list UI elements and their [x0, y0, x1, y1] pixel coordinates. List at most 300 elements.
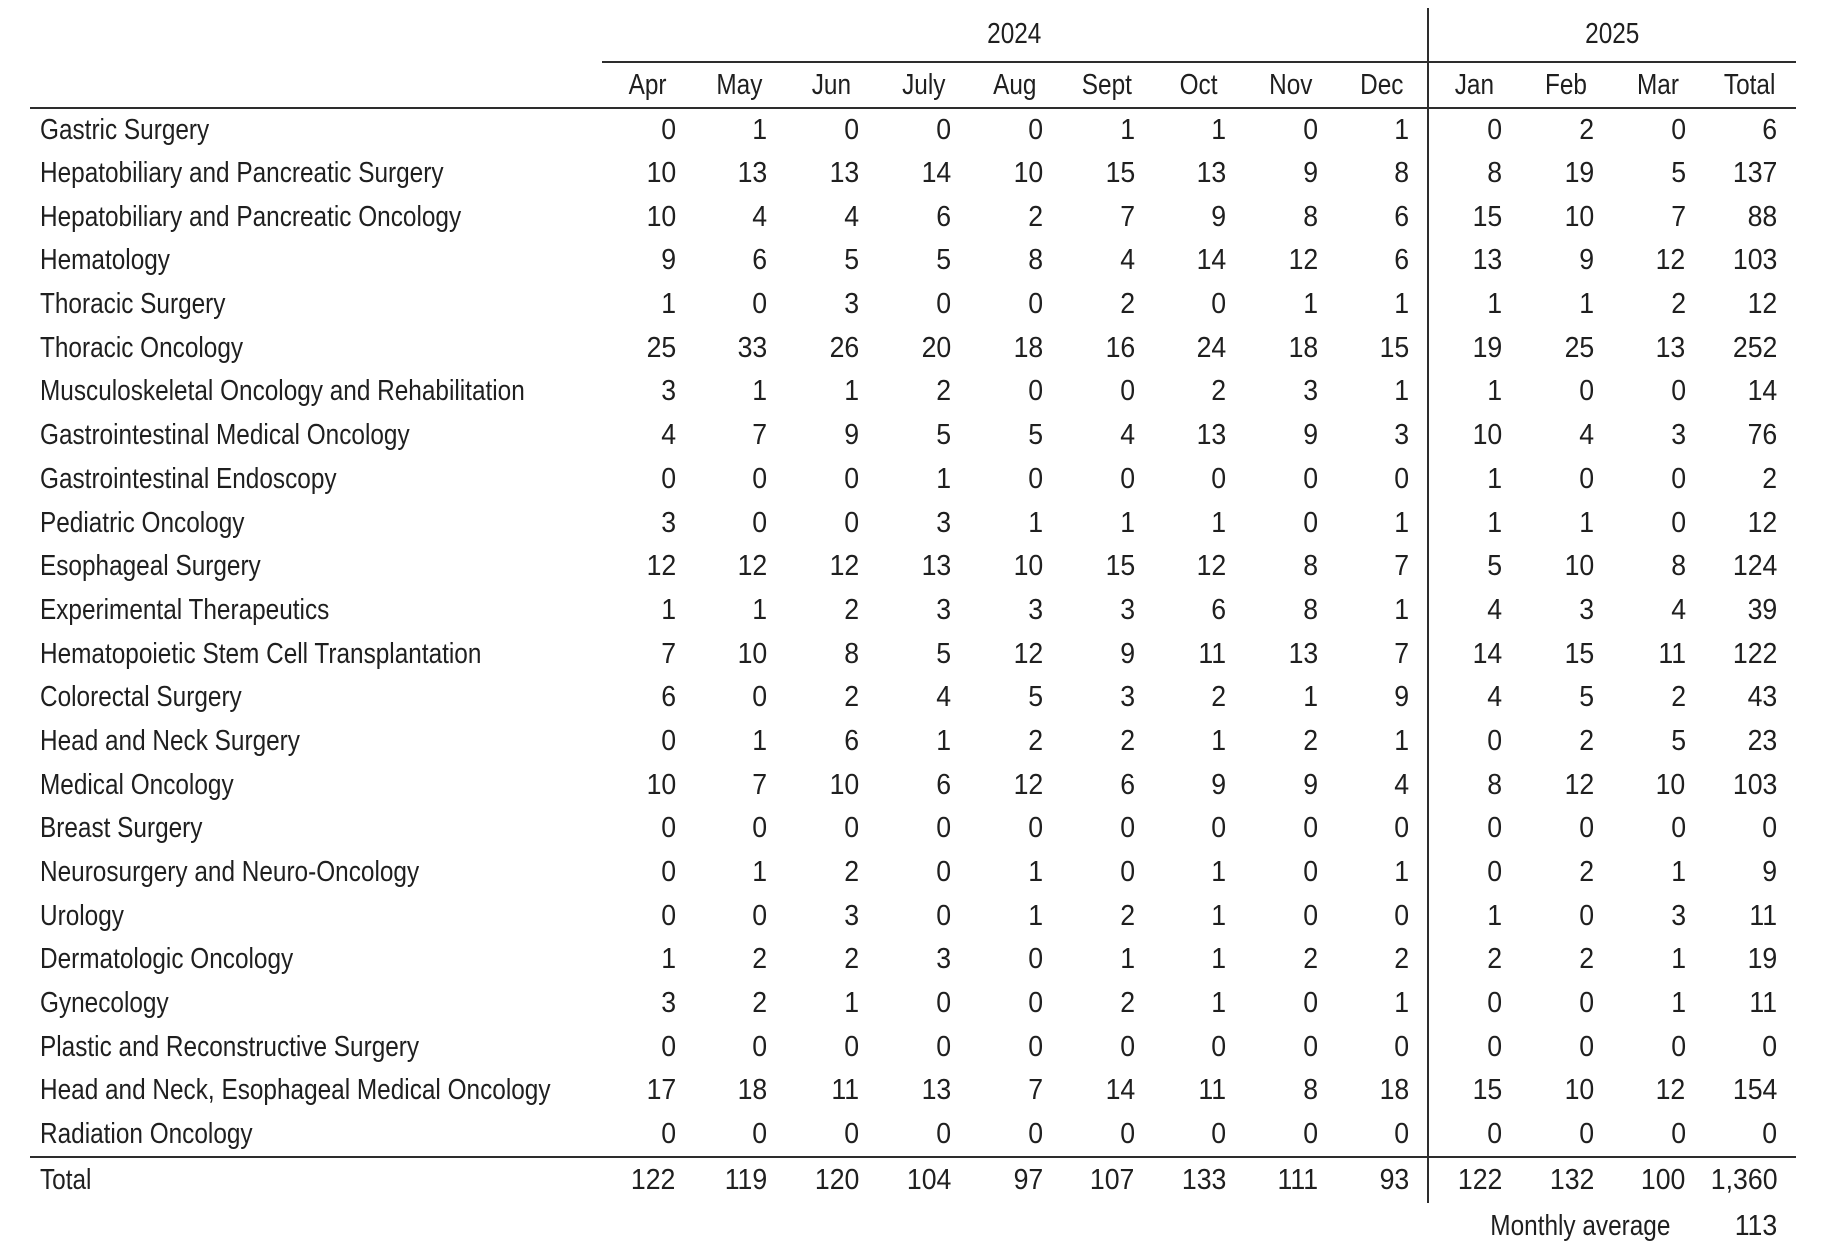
- value: 0: [1670, 506, 1686, 539]
- value-cell: [1061, 851, 1153, 895]
- value-cell: [786, 982, 878, 1026]
- value: 0: [1303, 506, 1319, 539]
- value: 15: [1379, 331, 1410, 364]
- value: 10: [737, 637, 768, 670]
- value: 6: [1394, 244, 1410, 277]
- department-label: [30, 763, 602, 807]
- table-row: [30, 938, 1796, 982]
- value-cell: [1153, 1113, 1245, 1157]
- value: 7: [1670, 200, 1686, 233]
- value: 9: [660, 244, 676, 277]
- value: 103: [1732, 768, 1778, 801]
- value: 10: [1013, 550, 1043, 583]
- department-label: [30, 589, 602, 633]
- value-cell: [1153, 763, 1245, 807]
- value-cell: [969, 807, 1061, 851]
- value-cell: [1520, 414, 1612, 458]
- value-cell: [1520, 894, 1612, 938]
- value: 4: [1394, 768, 1410, 801]
- value-cell: [1245, 414, 1337, 458]
- value: 11: [831, 1074, 860, 1107]
- department-name: Hepatobiliary and Pancreatic Surgery: [40, 157, 444, 190]
- monthly-average-label: Monthly average: [1490, 1210, 1671, 1242]
- value-cell: [1336, 982, 1428, 1026]
- value-cell: [1704, 1069, 1796, 1113]
- value-cell: [1520, 676, 1612, 720]
- value: 6: [844, 724, 860, 757]
- department-label: [30, 894, 602, 938]
- value-cell: [1061, 807, 1153, 851]
- value-cell: [1153, 283, 1245, 327]
- value-cell: [1612, 239, 1704, 283]
- value-cell: [1336, 1069, 1428, 1113]
- month-header-label: Jun: [811, 68, 852, 101]
- value-cell: [602, 632, 694, 676]
- value-cell: [1612, 545, 1704, 589]
- value-cell: [602, 239, 694, 283]
- value: 0: [1119, 375, 1135, 408]
- value: 3: [1394, 419, 1410, 452]
- value-cell: [1704, 326, 1796, 370]
- value-cell: [877, 632, 969, 676]
- value-cell: [1245, 720, 1337, 764]
- department-name: Thoracic Surgery: [40, 288, 226, 321]
- value-cell: [969, 458, 1061, 502]
- value: 0: [1579, 1030, 1594, 1063]
- month-header-label: Mar: [1636, 68, 1679, 101]
- table-row: [30, 807, 1796, 851]
- value: 10: [1472, 419, 1503, 452]
- value-cell: [1336, 589, 1428, 633]
- value-cell: [1612, 763, 1704, 807]
- value: 0: [1487, 113, 1503, 146]
- table-row: [30, 545, 1796, 589]
- value: 1: [1119, 113, 1135, 146]
- value-cell: [1336, 851, 1428, 895]
- table-row: [30, 1025, 1796, 1069]
- value: 0: [1762, 812, 1778, 845]
- value: 0: [752, 1117, 768, 1150]
- value: 0: [1579, 1117, 1594, 1150]
- value: 18: [1013, 331, 1043, 364]
- value: 7: [660, 637, 676, 670]
- value-cell: [1428, 152, 1520, 196]
- value-cell: [694, 589, 786, 633]
- value-cell: [877, 720, 969, 764]
- value: 5: [1579, 681, 1594, 714]
- value-cell: [1612, 501, 1704, 545]
- value: 124: [1732, 550, 1778, 583]
- value: 0: [1487, 724, 1503, 757]
- department-label: [30, 501, 602, 545]
- value: 1: [1211, 856, 1227, 889]
- value-cell: [1336, 807, 1428, 851]
- value-cell: [1153, 458, 1245, 502]
- value: 252: [1732, 331, 1778, 364]
- value-cell: [786, 283, 878, 327]
- table-row: [30, 414, 1796, 458]
- value-cell: [786, 501, 878, 545]
- value: 1: [1670, 987, 1686, 1020]
- value-cell: [1520, 108, 1612, 152]
- value: 4: [1579, 419, 1594, 452]
- value: 14: [1747, 375, 1778, 408]
- value: 16: [1105, 331, 1135, 364]
- value-cell: [877, 152, 969, 196]
- department-label: [30, 326, 602, 370]
- value: 6: [1394, 200, 1410, 233]
- value-cell: [694, 720, 786, 764]
- value: 5: [936, 637, 952, 670]
- value-cell: [1061, 326, 1153, 370]
- value: 1: [660, 593, 676, 626]
- value-cell: [1428, 195, 1520, 239]
- value: 1: [752, 856, 768, 889]
- total-value-cell: [602, 1157, 694, 1203]
- department-name: Head and Neck, Esophageal Medical Oncology: [40, 1074, 551, 1107]
- value: 4: [660, 419, 676, 452]
- value-cell: [1061, 632, 1153, 676]
- department-label: [30, 720, 602, 764]
- value-cell: [877, 239, 969, 283]
- value-cell: [877, 283, 969, 327]
- value-cell: [1061, 501, 1153, 545]
- value-cell: [1520, 458, 1612, 502]
- value: 14: [921, 157, 952, 190]
- value-cell: [1153, 589, 1245, 633]
- value: 7: [1394, 637, 1410, 670]
- value: 1: [1394, 593, 1410, 626]
- value: 9: [1579, 244, 1594, 277]
- value-cell: [1061, 1069, 1153, 1113]
- value: 12: [1196, 550, 1227, 583]
- value: 0: [752, 506, 768, 539]
- value-cell: [877, 807, 969, 851]
- department-label: [30, 1113, 602, 1157]
- value: 0: [1028, 462, 1043, 495]
- value-cell: [1428, 851, 1520, 895]
- value: 39: [1747, 593, 1778, 626]
- table-row: [30, 108, 1796, 152]
- value-cell: [1520, 851, 1612, 895]
- value: 0: [1762, 1030, 1778, 1063]
- value: 15: [1105, 550, 1135, 583]
- value: 154: [1732, 1074, 1778, 1107]
- value: 0: [1487, 812, 1503, 845]
- value-cell: [1612, 720, 1704, 764]
- value: 0: [1211, 1117, 1227, 1150]
- value-cell: [602, 326, 694, 370]
- value-cell: [1520, 589, 1612, 633]
- value-cell: [877, 1025, 969, 1069]
- value-cell: [1520, 763, 1612, 807]
- table-row: [30, 152, 1796, 196]
- value-cell: [969, 632, 1061, 676]
- total-value-cell: [1612, 1157, 1704, 1203]
- value: 2: [1119, 724, 1135, 757]
- value: 2: [752, 987, 768, 1020]
- department-label: [30, 1069, 602, 1113]
- value: 0: [1394, 899, 1410, 932]
- value: 12: [1013, 768, 1043, 801]
- value: 2: [1670, 681, 1686, 714]
- value: 33: [737, 331, 768, 364]
- value-cell: [1336, 108, 1428, 152]
- value-cell: [786, 414, 878, 458]
- value: 1: [1211, 506, 1227, 539]
- value: 3: [1119, 593, 1135, 626]
- value: 0: [1670, 113, 1686, 146]
- value: 2: [1119, 288, 1135, 321]
- value-cell: [1520, 501, 1612, 545]
- value-cell: [1612, 414, 1704, 458]
- value: 4: [1119, 419, 1135, 452]
- month-header-label: Dec: [1360, 68, 1404, 101]
- value-cell: [1336, 720, 1428, 764]
- value-cell: [786, 1069, 878, 1113]
- value: 0: [1119, 1117, 1135, 1150]
- value-cell: [602, 545, 694, 589]
- value-cell: [1520, 283, 1612, 327]
- value: 0: [1211, 288, 1227, 321]
- value-cell: [1336, 545, 1428, 589]
- value-cell: [1704, 370, 1796, 414]
- value-cell: [1704, 545, 1796, 589]
- value: 137: [1732, 157, 1778, 190]
- value: 7: [752, 419, 768, 452]
- department-label: [30, 632, 602, 676]
- department-name: Experimental Therapeutics: [40, 593, 330, 626]
- value-cell: [1428, 283, 1520, 327]
- value-cell: [602, 807, 694, 851]
- value-cell: [1153, 195, 1245, 239]
- value: 15: [1472, 1074, 1503, 1107]
- value-cell: [877, 108, 969, 152]
- value-cell: [1612, 982, 1704, 1026]
- value-cell: [1704, 501, 1796, 545]
- value-cell: [1520, 1025, 1612, 1069]
- table-footer: [30, 1203, 1796, 1251]
- value: 0: [844, 462, 860, 495]
- department-name: Breast Surgery: [40, 812, 203, 845]
- value-cell: [1153, 370, 1245, 414]
- value: 13: [921, 1074, 952, 1107]
- value-cell: [1612, 195, 1704, 239]
- year-2025-label: 2025: [1585, 18, 1640, 50]
- value-cell: [694, 458, 786, 502]
- header-corner-cell: [30, 8, 602, 62]
- value: 0: [1119, 856, 1135, 889]
- value-cell: [1061, 982, 1153, 1026]
- value-cell: [1428, 458, 1520, 502]
- monthly-average-label-cell: [1428, 1203, 1703, 1251]
- value-cell: [1153, 632, 1245, 676]
- table-row: [30, 239, 1796, 283]
- value: 6: [1211, 593, 1227, 626]
- value-cell: [1061, 152, 1153, 196]
- value: 3: [936, 943, 952, 976]
- value-cell: [602, 108, 694, 152]
- value: 0: [660, 1117, 676, 1150]
- value: 4: [752, 200, 768, 233]
- value: 1: [1028, 506, 1043, 539]
- table-row: [30, 501, 1796, 545]
- value-cell: [602, 589, 694, 633]
- total-value: 104: [906, 1163, 952, 1196]
- value-cell: [786, 632, 878, 676]
- value: 13: [1196, 157, 1227, 190]
- value: 18: [1288, 331, 1319, 364]
- department-name: Esophageal Surgery: [40, 550, 261, 583]
- table-row: [30, 982, 1796, 1026]
- value: 0: [1487, 1030, 1503, 1063]
- department-name: Colorectal Surgery: [40, 681, 242, 714]
- value: 0: [1028, 943, 1043, 976]
- value: 2: [844, 943, 860, 976]
- total-value-cell: [1704, 1157, 1796, 1203]
- department-label: [30, 239, 602, 283]
- value-cell: [786, 326, 878, 370]
- value: 12: [1656, 1074, 1686, 1107]
- value: 11: [1198, 1074, 1227, 1107]
- department-name: Hepatobiliary and Pancreatic Oncology: [40, 200, 462, 233]
- table-row: [30, 1069, 1796, 1113]
- year-header-row: [30, 8, 1796, 62]
- value-cell: [969, 589, 1061, 633]
- value-cell: [1153, 1025, 1245, 1069]
- value-cell: [1336, 458, 1428, 502]
- value: 5: [1028, 681, 1043, 714]
- value: 0: [936, 1117, 952, 1150]
- value: 0: [844, 113, 860, 146]
- value-cell: [1336, 239, 1428, 283]
- month-header: [877, 62, 969, 108]
- value: 0: [1028, 375, 1043, 408]
- value: 0: [1119, 1030, 1135, 1063]
- value: 0: [1394, 1030, 1410, 1063]
- value: 13: [1472, 244, 1503, 277]
- value: 6: [752, 244, 768, 277]
- value-cell: [694, 676, 786, 720]
- value-cell: [1612, 1069, 1704, 1113]
- value-cell: [694, 851, 786, 895]
- value: 17: [646, 1074, 676, 1107]
- department-name: Plastic and Reconstructive Surgery: [40, 1030, 420, 1063]
- value: 9: [1211, 768, 1227, 801]
- table-row: [30, 589, 1796, 633]
- value: 10: [1564, 550, 1594, 583]
- value: 2: [844, 681, 860, 714]
- value: 1: [1119, 943, 1135, 976]
- value-cell: [1704, 632, 1796, 676]
- value-cell: [969, 1113, 1061, 1157]
- value-cell: [694, 763, 786, 807]
- value: 1: [844, 375, 860, 408]
- value-cell: [694, 152, 786, 196]
- total-value-cell: [969, 1157, 1061, 1203]
- value: 1: [752, 113, 768, 146]
- value-cell: [1245, 195, 1337, 239]
- value-cell: [786, 851, 878, 895]
- value-cell: [602, 1069, 694, 1113]
- value: 15: [1472, 200, 1503, 233]
- month-header: [786, 62, 878, 108]
- value: 0: [660, 1030, 676, 1063]
- department-label: [30, 414, 602, 458]
- value: 88: [1747, 200, 1778, 233]
- value: 1: [1487, 506, 1503, 539]
- total-value-cell: [877, 1157, 969, 1203]
- value: 6: [1119, 768, 1135, 801]
- value-cell: [1428, 1113, 1520, 1157]
- value-cell: [694, 1025, 786, 1069]
- value-cell: [1336, 1025, 1428, 1069]
- value-cell: [1704, 763, 1796, 807]
- month-header-label: Aug: [993, 68, 1037, 101]
- value: 1: [844, 987, 860, 1020]
- value: 19: [1472, 331, 1503, 364]
- value: 8: [1303, 550, 1319, 583]
- value: 2: [1028, 200, 1043, 233]
- value-cell: [1704, 414, 1796, 458]
- value: 25: [1564, 331, 1594, 364]
- value: 6: [936, 200, 952, 233]
- value: 18: [737, 1074, 768, 1107]
- value-cell: [602, 894, 694, 938]
- value: 1: [1487, 899, 1503, 932]
- value: 1: [1119, 506, 1135, 539]
- value-cell: [786, 239, 878, 283]
- value: 1: [936, 724, 952, 757]
- value-cell: [694, 807, 786, 851]
- value: 0: [844, 1030, 860, 1063]
- value-cell: [1153, 414, 1245, 458]
- department-name: Gastrointestinal Endoscopy: [40, 462, 337, 495]
- value-cell: [1428, 982, 1520, 1026]
- value-cell: [1520, 807, 1612, 851]
- value: 13: [737, 157, 768, 190]
- department-name: Musculoskeletal Oncology and Rehabilitation: [40, 375, 525, 408]
- value-cell: [1428, 370, 1520, 414]
- department-label: [30, 1025, 602, 1069]
- value-cell: [969, 283, 1061, 327]
- value-cell: [1245, 938, 1337, 982]
- value: 11: [1657, 637, 1686, 670]
- value: 2: [1028, 724, 1043, 757]
- value: 7: [1028, 1074, 1043, 1107]
- value: 3: [844, 288, 860, 321]
- value-cell: [969, 370, 1061, 414]
- value: 8: [1303, 200, 1319, 233]
- value-cell: [1336, 283, 1428, 327]
- value-cell: [786, 720, 878, 764]
- value: 3: [936, 593, 952, 626]
- value-cell: [1336, 894, 1428, 938]
- value: 4: [1487, 593, 1503, 626]
- department-label: [30, 195, 602, 239]
- value: 0: [1303, 899, 1319, 932]
- value-cell: [694, 195, 786, 239]
- department-name: Radiation Oncology: [40, 1117, 253, 1150]
- value: 10: [646, 200, 676, 233]
- value: 0: [1487, 856, 1503, 889]
- value-cell: [1612, 1113, 1704, 1157]
- value-cell: [1612, 851, 1704, 895]
- value: 1: [1670, 856, 1686, 889]
- value-cell: [786, 370, 878, 414]
- value: 1: [936, 462, 952, 495]
- value-cell: [1520, 239, 1612, 283]
